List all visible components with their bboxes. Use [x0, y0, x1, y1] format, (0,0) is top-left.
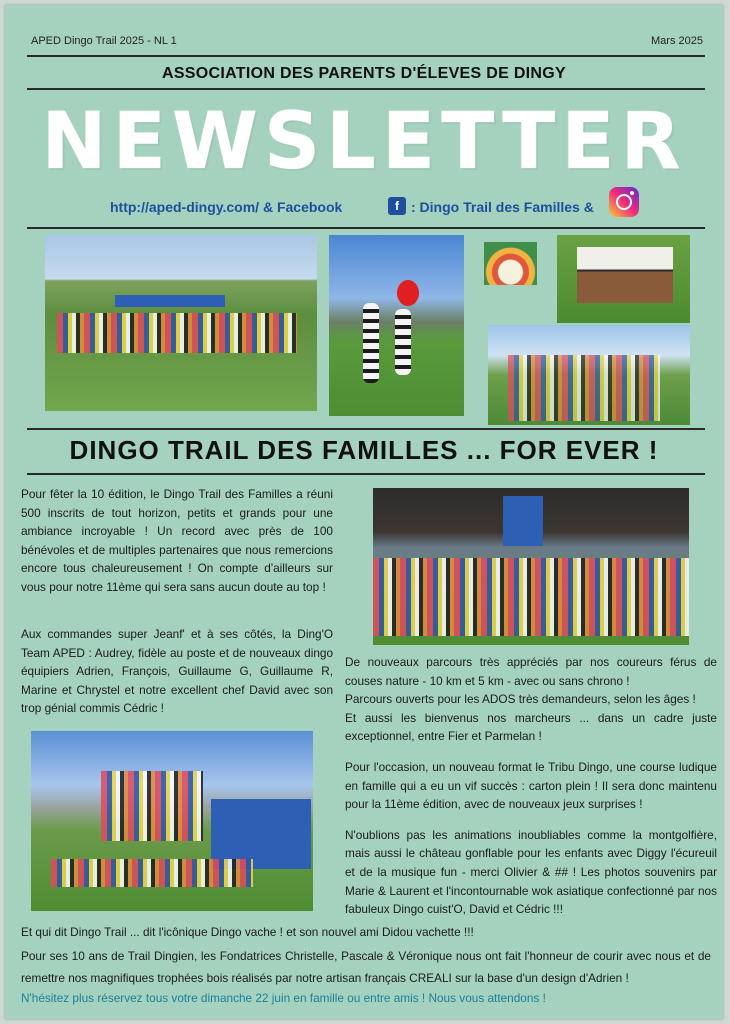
- newsletter-title: NEWSLETTER: [41, 97, 687, 187]
- facebook-page-link[interactable]: : Dingo Trail des Familles &: [411, 199, 594, 215]
- divider: [27, 227, 705, 229]
- association-name: ASSOCIATION DES PARENTS D'ÉLEVES DE DINGY: [161, 65, 566, 82]
- tribu-text: Pour l'occasion, un nouveau format le Tribu Dingo, une course ludique en famille qui a eu un vif succès : carton plein ! Il sera donc maintenu pour la 11ème édition, avec de nouveaux jeux surprises !: [345, 759, 717, 812]
- newsletter-page: [5, 5, 723, 1019]
- walkers-text: Et aussi les bienvenus nos marcheurs ... dans un cadre juste exceptionnel, entre Fier et Parmelan !: [345, 710, 717, 744]
- divider: [27, 88, 705, 90]
- dingo-vache-line: Et qui dit Dingo Trail ... dit l'icônique Dingo vache ! et son nouvel ami Didou vachette !!!: [21, 925, 474, 939]
- facebook-icon[interactable]: f: [388, 197, 406, 215]
- section-title: DINGO TRAIL DES FAMILLES ... FOR EVER !: [69, 435, 659, 465]
- courses-text: De nouveaux parcours très appréciés par nos coureurs férus de couses nature - 10 km et 5 km - avec ou sans chrono !: [345, 655, 717, 688]
- links-row: [105, 197, 665, 221]
- divider: [27, 473, 705, 475]
- founders-line: Pour ses 10 ans de Trail Dingien, les Fondatrices Christelle, Pascale & Véronique nous ont fait l'honneur de courir avec nous et de remettre nos magnifiques trophées bois réalisés par notre artisan français CREALI sur la base d'un design d'Adrien !: [21, 949, 711, 985]
- trophies-photo: [557, 235, 690, 323]
- ados-text: Parcours ouverts pour les ADOS très demandeurs, selon les âges !: [345, 692, 696, 707]
- founders-group-photo: [31, 731, 313, 911]
- issue-label: APED Dingo Trail 2025 - NL 1: [31, 35, 177, 47]
- intro-text: Pour fêter la 10 édition, le Dingo Trail des Familles a réuni 500 inscrits de tout horizon, petits et grands pour une ambiance incroyable ! Un record avec près de 100 bénévoles et de multiples partenaires que nous remercions encore tous chaleureusement ! On compte d'ailleurs sur vous pour notre 11ème qui sera sans aucun doute au top !: [21, 487, 333, 594]
- animations-text: N'oublions pas les animations inoubliables comme la montgolfière, mais aussi le château gonflable pour les enfants avec Diggy l'écureuil et de la musique fun - merci Olivier & ## ! Les photos souvenirs par Marie & Laurent et l'incontournable wok asiatique confectionné par nos fabuleux Dingo cuist'O, David et Cédric !!!: [345, 827, 717, 917]
- team-text: Aux commandes super Jeanf' et à ses côtés, la Ding'O Team APED : Audrey, fidèle au poste et de nouveaux dingo équipiers Adrien, François, Guillaume G, Guillaume R, Marine et Chrystel et notre excellent chef David avec son trop génial commis Cédric !: [21, 627, 333, 716]
- intro-paragraph: [21, 485, 333, 597]
- top-header: [31, 35, 703, 57]
- instagram-icon[interactable]: [609, 187, 639, 217]
- issue-date: Mars 2025: [651, 35, 703, 47]
- founders-photo: [488, 325, 690, 425]
- mascot-game-photo: [484, 242, 537, 285]
- team-paragraph: [21, 625, 333, 718]
- start-line-photo: [373, 488, 689, 645]
- call-to-action: N'hésitez plus réservez tous votre dimanche 22 juin en famille ou entre amis ! Nous vous attendons !: [21, 991, 546, 1005]
- divider: [27, 55, 705, 57]
- group-photo: [45, 235, 317, 411]
- courses-column: [345, 653, 717, 919]
- mascots-photo: [329, 235, 464, 416]
- divider: [27, 428, 705, 430]
- website-link[interactable]: http://aped-dingy.com/ & Facebook: [110, 199, 343, 215]
